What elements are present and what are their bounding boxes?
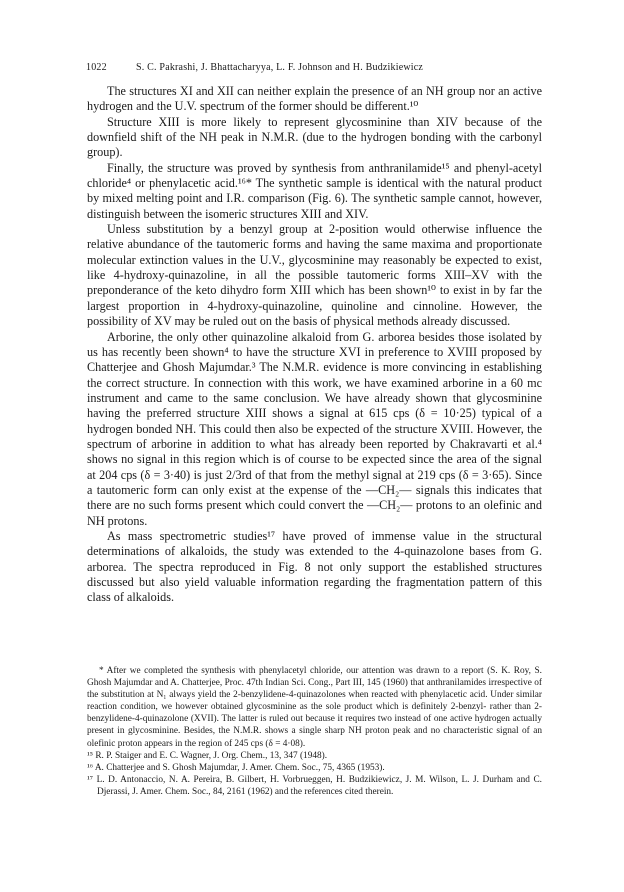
running-head-authors: S. C. Pakrashi, J. Bhattacharyya, L. F. Johnson and H. Budzikiewicz — [136, 62, 424, 73]
page-number: 1022 — [86, 62, 107, 73]
footnotes — [87, 665, 542, 798]
reference-15: ¹⁵ R. P. Staiger and E. C. Wagner, J. Org. Chem., 13, 347 (1948). — [87, 750, 328, 761]
paragraph: As mass spectrometric studies¹⁷ have proved of immense value in the structural determinations of alkaloids, the study was extended to the 4-quinazolone bases from G. arborea. The spectra reproduced in Fig. 8 not only support the established structures discussed but also yield valuable information regarding the fragmentation pattern of this class of alkaloids. — [87, 528, 542, 605]
paragraph: Structure XIII is more likely to represent glycosminine than XIV because of the downfield shift of the NH peak in N.M.R. (due to the hydrogen bonding with the carbonyl group). — [87, 114, 542, 160]
reference-17: ¹⁷ L. D. Antonaccio, N. A. Pereira, B. Gilbert, H. Vorbrueggen, H. Budzikiewicz, J. M. Wilson, L. J. Durham and C. Djerassi, J. Amer. Chem. Soc., 84, 2161 (1962) and the references cited therein. — [87, 774, 542, 797]
paragraph: The structures XI and XII can neither explain the presence of an NH group nor an active hydrogen and the U.V. spectrum of the former should be different.¹⁰ — [87, 84, 542, 114]
footnote-star: * After we completed the synthesis with phenylacetyl chloride, our attention was drawn to a report (S. K. Roy, S. Ghosh Majumdar and A. Chatterjee, Proc. 47th Indian Sci. Cong., Part III, 145 (1960) that anthranilamides irrespective of the substitution at N₁ always yield the 2-benzylidene-4-quinazolones when reacted with phenylacetic acid. Under similar reaction condition, we however obtained glycosminine as the sole product which is definitely 2-benzyl- rather than 2-benzylidene-4-quinazolone (XVII). The latter is ruled out because it requires two instead of one active hydrogen actually present in glycosminine. Besides, the N.M.R. shows a single sharp NH proton peak and no characteristic signal of an olefinic proton appears in the region of 245 cps (δ = 4·08). — [87, 666, 542, 749]
paragraph: Arborine, the only other quinazoline alkaloid from G. arborea besides those isolated by us has recently been shown⁴ to have the structure XVI in preference to XVIII proposed by Chatterjee and Ghosh Majumdar.³ The N.M.R. evidence is more convincing in establishing the correct structure. In connection with this work, we have examined arborine in a 60 mc instrument and came to the same conclusion. We have already shown that glycosminine having the preferred structure XIII shows a signal at 615 cps (δ = 10·25) typical of a hydrogen bonded NH. This could then also be expected of the structure XVIII. However, the spectrum of arborine in addition to what has already been reported by Chakravarti et al.⁴ shows no signal in this region which is of course to be expected since the area of the signal at 204 cps (δ = 3·40) is just 2/3rd of that from the methyl signal at 219 cps (δ = 3·65). Since a tautomeric form can only exist at the expense of the —CH₂— signals this indicates that there are no such forms present which could convert the —CH₂— protons to an olefinic and NH protons. — [87, 329, 542, 528]
running-header — [86, 62, 536, 76]
paragraph: Unless substitution by a benzyl group at 2-position would otherwise influence the relative abundance of the tautomeric forms and having the same maxima and proportionate molecular extinction values in the U.V., glycosminine may reasonably be expected to exist, like 4-hydroxy-quinazoline, in all the possible tautomeric forms XIII–XV with the preponderance of the keto dihydro form XIII which has been shown¹⁰ to exist in by far the largest proportion in 4-hydroxy-quinazoline, quinoline and cinnoline. However, the possibility of XV may be ruled out on the basis of physical methods already discussed. — [87, 222, 542, 329]
reference-16: ¹⁶ A. Chatterjee and S. Ghosh Majumdar, J. Amer. Chem. Soc., 75, 4365 (1953). — [87, 762, 385, 773]
body-text — [87, 84, 542, 606]
paragraph: Finally, the structure was proved by synthesis from anthranilamide¹⁵ and phenyl-acetyl chloride⁴ or phenylacetic acid.¹⁶* The synthetic sample is identical with the natural product by mixed melting point and I.R. comparison (Fig. 6). The synthetic sample cannot, however, distinguish between the isomeric structures XIII and XIV. — [87, 160, 542, 221]
